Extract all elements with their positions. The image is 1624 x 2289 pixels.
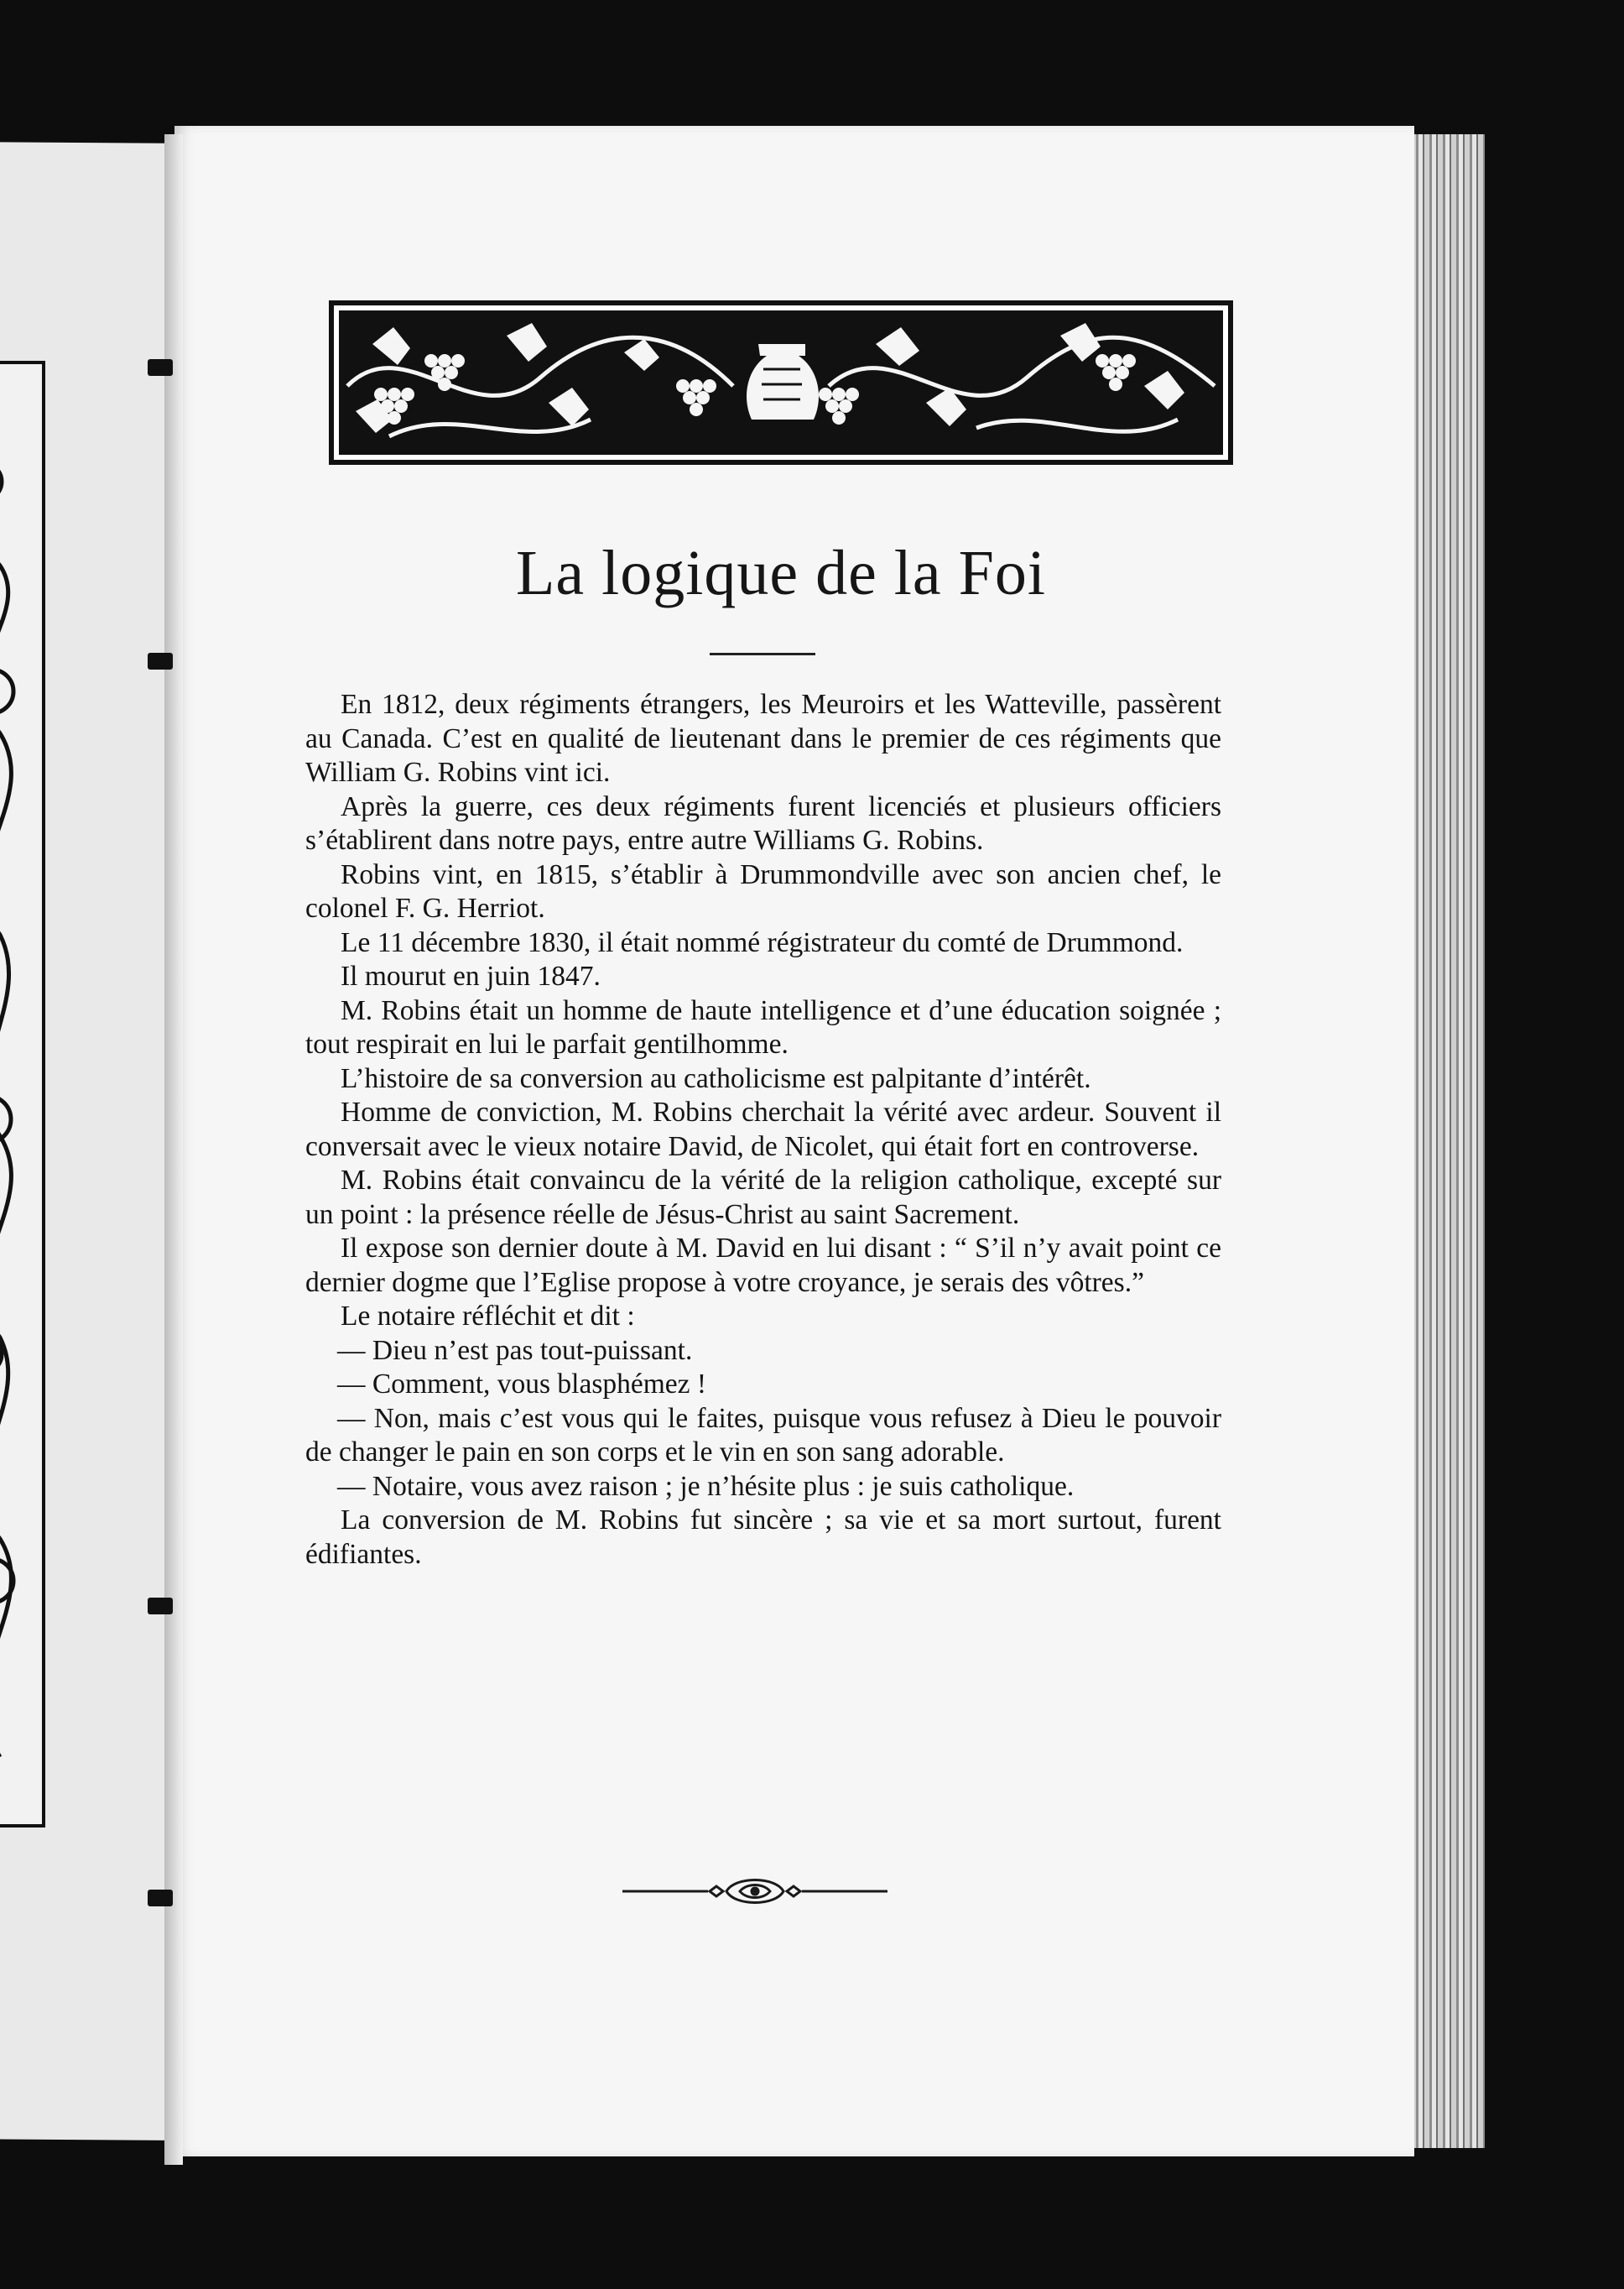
fleuron-icon — [622, 1873, 887, 1910]
binding-stitch — [148, 359, 173, 376]
paragraph: Le 11 décembre 1830, il était nommé régistrateur du comté de Drummond. — [341, 926, 1184, 958]
dialogue-line: — Non, mais c’est vous qui le faites, puisque vous refusez à Dieu le pouvoir de changer le pain en son corps et le vin en son sang adorable. — [305, 1402, 1221, 1468]
paragraph: Il mourut en juin 1847. — [341, 961, 601, 992]
book-gutter — [164, 134, 183, 2165]
paragraph: En 1812, deux régiments étrangers, les Meuroirs et les Watteville, passèrent au Canada. C’est en qualité de lieutenant dans le premier de ces régiments que William G. Robins vint ici. — [305, 689, 1221, 788]
paragraph: Le notaire réfléchit et dit : — [341, 1301, 635, 1332]
paragraph: M. Robins était convaincu de la vérité de la religion catholique, excepté sur un point : la présence réelle de Jésus-Christ au saint Sacrement. — [305, 1165, 1221, 1230]
binding-stitch — [148, 1890, 173, 1906]
paragraph: Robins vint, en 1815, s’établir à Drummondville avec son ancien chef, le colonel F. G. Herriot. — [305, 858, 1221, 924]
grapevine-vase-icon — [339, 310, 1223, 455]
dialogue-line: — Comment, vous blasphémez ! — [337, 1369, 707, 1400]
paragraph: M. Robins était un homme de haute intelligence et d’une éducation soignée ; tout respirait en lui le parfait gentilhomme. — [305, 994, 1221, 1060]
paragraph: La conversion de M. Robins fut sincère ; sa vie et sa mort surtout, furent édifiantes. — [305, 1504, 1221, 1570]
dialogue-line: — Dieu n’est pas tout-puissant. — [337, 1334, 693, 1366]
paragraph: L’histoire de sa conversion au catholicisme est palpitante d’intérêt. — [341, 1062, 1091, 1094]
headpiece-ornament — [329, 300, 1233, 465]
binding-stitch — [148, 653, 173, 670]
tailpiece-ornament — [622, 1873, 887, 1910]
dialogue-line: — Notaire, vous avez raison ; je n’hésite plus : je suis catholique. — [337, 1470, 1075, 1502]
paragraph: Après la guerre, ces deux régiments furent licenciés et plusieurs officiers s’établirent dans notre pays, entre autre Williams G. Robins. — [305, 790, 1221, 856]
floral-border-icon — [0, 364, 42, 1824]
binding-stitch — [148, 1598, 173, 1614]
paragraph: Homme de conviction, M. Robins cherchait la vérité avec ardeur. Souvent il conversait avec le vieux notaire David, de Nicolet, qui était fort en controverse. — [305, 1097, 1221, 1162]
left-page-ornament-border — [0, 361, 45, 1828]
body-text — [305, 688, 1221, 1572]
title-rule — [710, 653, 815, 655]
paragraph: Il expose son dernier doute à M. David en lui disant : “ S’il n’y avait point ce dernier dogme que l’Eglise propose à votre croyance, je serais des vôtres.” — [305, 1233, 1221, 1298]
page-title: La logique de la Foi — [515, 538, 1047, 608]
